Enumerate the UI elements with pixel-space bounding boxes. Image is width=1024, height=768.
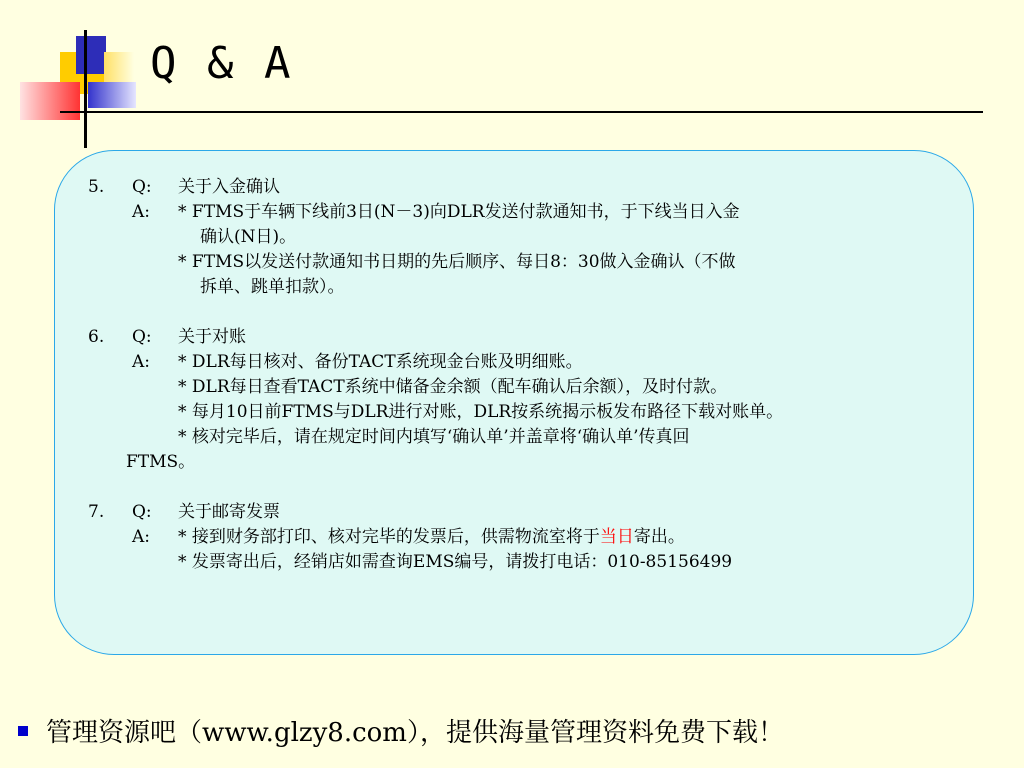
answer-text xyxy=(178,525,685,550)
qa-content xyxy=(88,175,958,575)
answer-text: * 核对完毕后，请在规定时间内填写‘确认单’并盖章将‘确认单’传真回 xyxy=(178,427,690,447)
qa-item-6-answer-4 xyxy=(88,425,958,450)
qa-item-7-answer-2 xyxy=(88,550,958,575)
answer-text-continued: 拆单、跳单扣款）。 xyxy=(200,277,345,297)
footer xyxy=(18,712,784,749)
spacer xyxy=(88,475,958,500)
answer-text: * FTMS于车辆下线前3日(N－3)向DLR发送付款通知书，于下线当日入金 xyxy=(178,202,740,222)
answer-text: * DLR每日核对、备份TACT系统现金台账及明细账。 xyxy=(178,352,583,372)
blue-block-top xyxy=(76,36,106,74)
answer-text: * FTMS以发送付款通知书日期的先后顺序、每日8：30做入金确认（不做 xyxy=(178,252,736,272)
answer-label: A: xyxy=(132,527,151,547)
answer-label: A: xyxy=(132,202,151,222)
answer-text-pre: * 接到财务部打印、核对完毕的发票后，供需物流室将于 xyxy=(178,527,600,547)
qa-item-6-answer-4-cont xyxy=(88,450,958,475)
qa-item-5-question xyxy=(88,175,958,200)
blue-gradient-block xyxy=(88,82,136,108)
qa-item-6-answer-2 xyxy=(88,375,958,400)
answer-text: * DLR每日查看TACT系统中储备金余额（配车确认后余额），及时付款。 xyxy=(178,377,728,397)
question-text: 关于对账 xyxy=(178,327,246,347)
question-text: 关于邮寄发票 xyxy=(178,502,280,522)
answer-label: A: xyxy=(132,352,151,372)
item-number: 7. xyxy=(88,502,105,522)
logo-vertical-line xyxy=(84,30,87,148)
qa-item-5-answer-1 xyxy=(88,200,958,225)
qa-item-6-question xyxy=(88,325,958,350)
spacer xyxy=(88,300,958,325)
qa-item-5-answer-2 xyxy=(88,250,958,275)
answer-text-continued: FTMS。 xyxy=(126,452,196,472)
item-number: 5. xyxy=(88,177,105,197)
answer-text: * 发票寄出后，经销店如需查询EMS编号，请拨打电话：010-85156499 xyxy=(178,552,733,572)
question-label: Q: xyxy=(132,502,152,522)
red-gradient-block xyxy=(20,82,80,120)
item-number: 6. xyxy=(88,327,105,347)
footer-text: 管理资源吧（www.glzy8.com），提供海量管理资料免费下载！ xyxy=(46,718,784,748)
qa-item-7-answer-1 xyxy=(88,525,958,550)
qa-item-6-answer-3 xyxy=(88,400,958,425)
slide-title: Q & A xyxy=(150,38,293,89)
question-label: Q: xyxy=(132,177,152,197)
title-logo-blocks xyxy=(0,0,140,150)
qa-item-6-answer-1 xyxy=(88,350,958,375)
yellow-gradient-block xyxy=(104,52,134,82)
answer-text: * 每月10日前FTMS与DLR进行对账，DLR按系统揭示板发布路径下载对账单。 xyxy=(178,402,784,422)
question-label: Q: xyxy=(132,327,152,347)
answer-text-continued: 确认(N日)。 xyxy=(200,227,297,247)
square-bullet-icon xyxy=(18,726,28,736)
qa-item-7-question xyxy=(88,500,958,525)
qa-item-5-answer-1-cont xyxy=(88,225,958,250)
highlighted-same-day: 当日 xyxy=(599,527,634,547)
qa-item-5-answer-2-cont xyxy=(88,275,958,300)
question-text: 关于入金确认 xyxy=(178,177,280,197)
title-divider xyxy=(60,111,983,113)
answer-text-post: 寄出。 xyxy=(633,527,685,547)
